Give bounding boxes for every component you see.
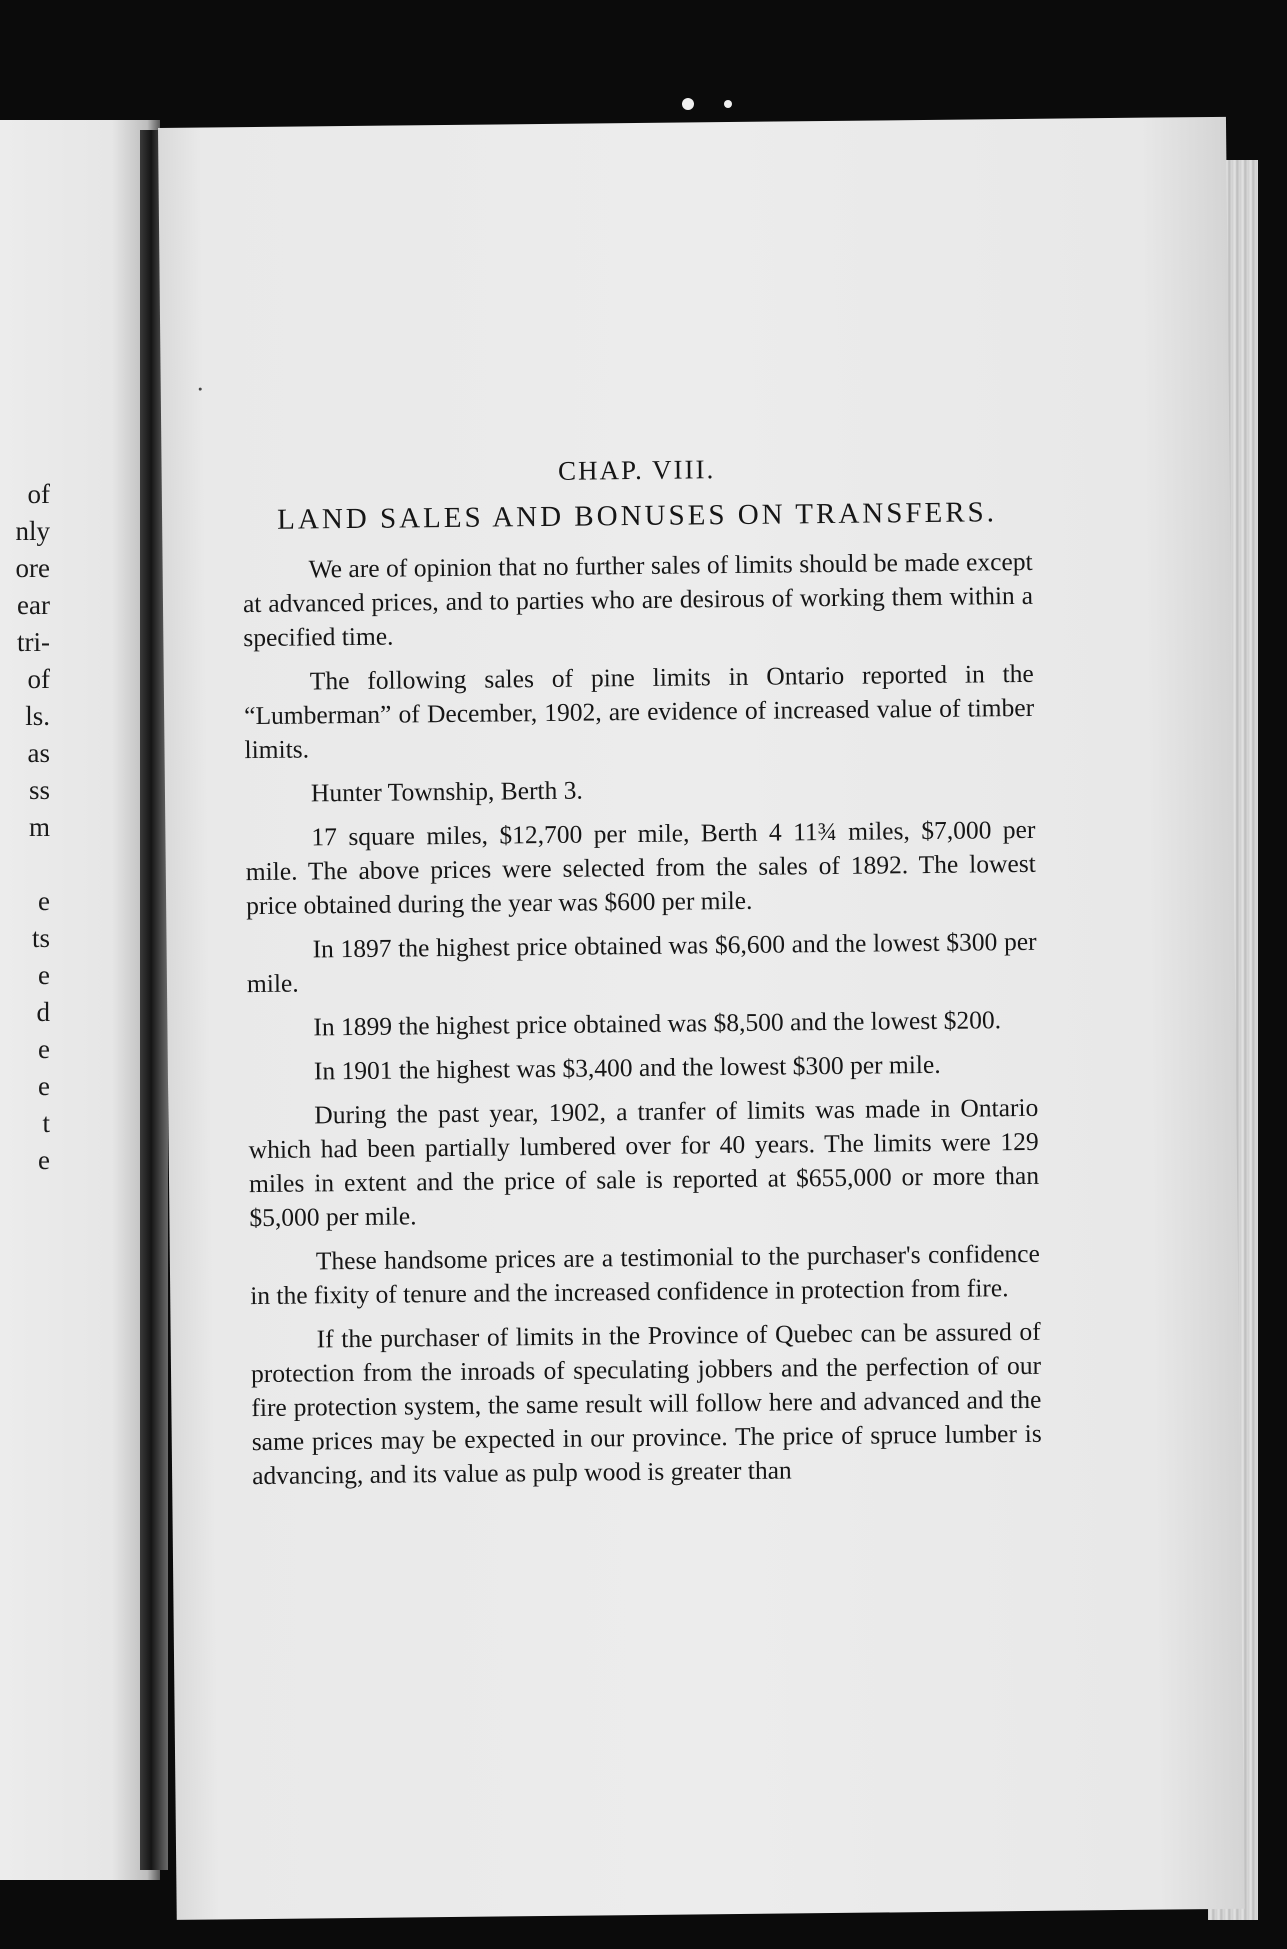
- left-fragment: ts: [31, 923, 50, 953]
- left-fragment: ear: [17, 590, 50, 620]
- left-fragment: of: [27, 479, 50, 509]
- left-fragment: m: [28, 812, 50, 842]
- paragraph: In 1897 the highest price obtained was $6,600 and the lowest $300 per mile.: [246, 926, 1037, 999]
- main-page: [158, 117, 1245, 1920]
- left-fragment: ss: [28, 775, 50, 805]
- left-fragment: [0, 846, 50, 883]
- left-fragment: e: [38, 1071, 50, 1101]
- left-fragment: e: [38, 960, 50, 990]
- paragraph: These handsome prices are a testimonial to the purchaser's confidence in the fixity of tenure and the increased confidence in protection from fire.: [250, 1238, 1040, 1311]
- left-facing-page: [0, 120, 160, 1880]
- left-fragment: e: [38, 1034, 50, 1064]
- left-fragment: e: [38, 886, 50, 916]
- paragraph: During the past year, 1902, a tranfer of limits was made in Ontario which had been partially lumbered over for 40 years. The limits were 129 miles in extent and the price of sale is reported at $655,000 or more than $5,000 per mile.: [248, 1092, 1040, 1233]
- chapter-title: LAND SALES AND BONUSES ON TRANSFERS.: [277, 496, 998, 536]
- paragraph: 17 square miles, $12,700 per mile, Berth 4 11¾ miles, $7,000 per mile. The above prices were selected from the sales of 1892. The lowest price obtained during the year was $600 per mile.: [245, 814, 1036, 921]
- scan-dust-dot: [724, 100, 732, 108]
- paragraph: In 1899 the highest price obtained was $8,500 and the lowest $200.: [313, 1005, 1002, 1042]
- page-text: [241, 451, 1042, 1503]
- left-fragment: t: [42, 1108, 50, 1138]
- chapter-label: CHAP. VIII.: [557, 454, 716, 486]
- paragraph: The following sales of pine limits in Ontario reported in the “Lumberman” of December, 1902, are evidence of increased value of timber limits.: [244, 658, 1035, 765]
- paragraph: If the purchaser of limits in the Province of Quebec can be assured of protection from the inroads of speculating jobbers and the perfection of our fire protection system, the same result will follow here and advanced and the same prices may be expected in our province. The price of spruce lumber is advancing, and its value as pulp wood is greater than: [250, 1316, 1042, 1491]
- paragraph: We are of opinion that no further sales of limits should be made except at advanced prices, and to parties who are desirous of working them within a specified time.: [242, 546, 1034, 653]
- left-fragment: as: [27, 738, 50, 768]
- page-speck: [199, 388, 202, 391]
- left-fragment: nly: [15, 516, 50, 546]
- left-page-text-fragments: [0, 476, 50, 1179]
- left-fragment: ls.: [25, 701, 50, 731]
- scan-dust-dot: [682, 98, 694, 110]
- left-fragment: e: [38, 1145, 50, 1175]
- left-fragment: tri-: [17, 627, 50, 657]
- left-fragment: of: [27, 664, 50, 694]
- left-fragment: ore: [15, 553, 50, 583]
- left-fragment: d: [36, 997, 50, 1027]
- paragraph: Hunter Township, Berth 3.: [310, 775, 583, 808]
- paragraph: In 1901 the highest was $3,400 and the lowest $300 per mile.: [313, 1049, 941, 1086]
